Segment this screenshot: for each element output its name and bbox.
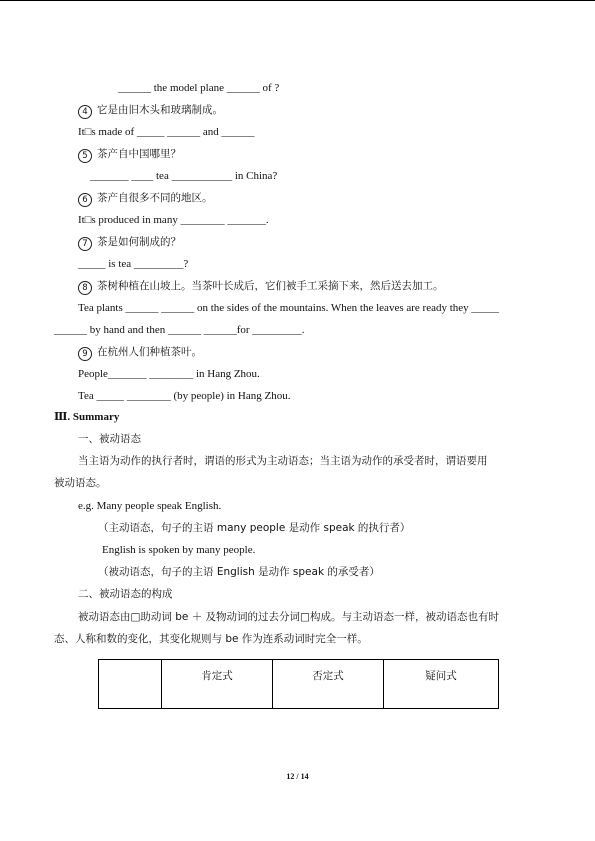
exercise-5-english: _______ ____ tea ___________ in China? (90, 170, 278, 182)
exercise-4-chinese: 4 它是由旧木头和玻璃制成。 (78, 103, 223, 119)
example-2-note: （被动语态，句子的主语 English 是动作 speak 的承受者） (98, 566, 380, 578)
exercise-7-chinese: 7 茶是如何制成的？ (78, 235, 181, 251)
exercise-5-chinese: 5 茶产自中国哪里？ (78, 147, 181, 163)
exercise-6-english: It□s produced in many ________ _______. (78, 214, 269, 226)
passive-voice-table (98, 659, 499, 709)
table-row (99, 660, 499, 709)
circled-number: 7 (78, 237, 92, 251)
circled-number: 8 (78, 281, 92, 295)
table-header-interrogative: 疑问式 (384, 660, 499, 709)
exercise-8-chinese: 8 茶树种植在山坡上。当茶叶长成后，它们被手工采摘下来，然后送去加工。 (78, 279, 444, 295)
paragraph-1-line-2: 被动语态。 (54, 477, 107, 489)
exercise-7-english: _____ is tea _________? (78, 258, 189, 270)
circled-number: 4 (78, 105, 92, 119)
section-title-structure: 二、被动语态的构成 (78, 588, 173, 600)
summary-heading: Ⅲ. Summary (54, 411, 120, 423)
exercise-4-english: It□s made of _____ ______ and ______ (78, 126, 255, 138)
circled-number: 6 (78, 193, 92, 207)
exercise-8-english-line2: ______ by hand and then ______ ______for _________. (54, 324, 305, 336)
exercise-8-english-line1: Tea plants ______ ______ on the sides of the mountains. When the leaves are ready they _____ (78, 302, 499, 314)
top-border-line (0, 0, 595, 1)
example-2: English is spoken by many people. (102, 544, 256, 556)
circled-number: 5 (78, 149, 92, 163)
table-header-empty (99, 660, 162, 709)
example-1-note: （主动语态，句子的主语 many people 是动作 speak 的执行者） (98, 522, 411, 534)
paragraph-2-line-2: 态、人称和数的变化，其变化规则与 be 作为连系动词时完全一样。 (54, 633, 368, 645)
exercise-3-english: ______ the model plane ______ of ? (118, 82, 280, 94)
exercise-9-english-2: Tea _____ ________ (by people) in Hang Zhou. (78, 390, 291, 402)
table-header-negative: 否定式 (273, 660, 384, 709)
exercise-9-chinese: 9 在杭州人们种植茶叶。 (78, 345, 202, 361)
table-header-affirmative: 肯定式 (162, 660, 273, 709)
paragraph-2-line-1: 被动语态由□助动词 be ＋ 及物动词的过去分词□构成。与主动语态一样，被动语态也有时 (78, 611, 499, 623)
page-number: 12 / 14 (286, 772, 309, 781)
example-1: e.g. Many people speak English. (78, 500, 222, 512)
circled-number: 9 (78, 347, 92, 361)
exercise-6-chinese: 6 茶产自很多不同的地区。 (78, 191, 213, 207)
exercise-9-english-1: People_______ ________ in Hang Zhou. (78, 368, 260, 380)
section-title-passive-voice: 一、被动语态 (78, 433, 141, 445)
paragraph-1-line-1: 当主语为动作的执行者时，谓语的形式为主动语态；当主语为动作的承受者时，谓语要用 (78, 455, 488, 467)
